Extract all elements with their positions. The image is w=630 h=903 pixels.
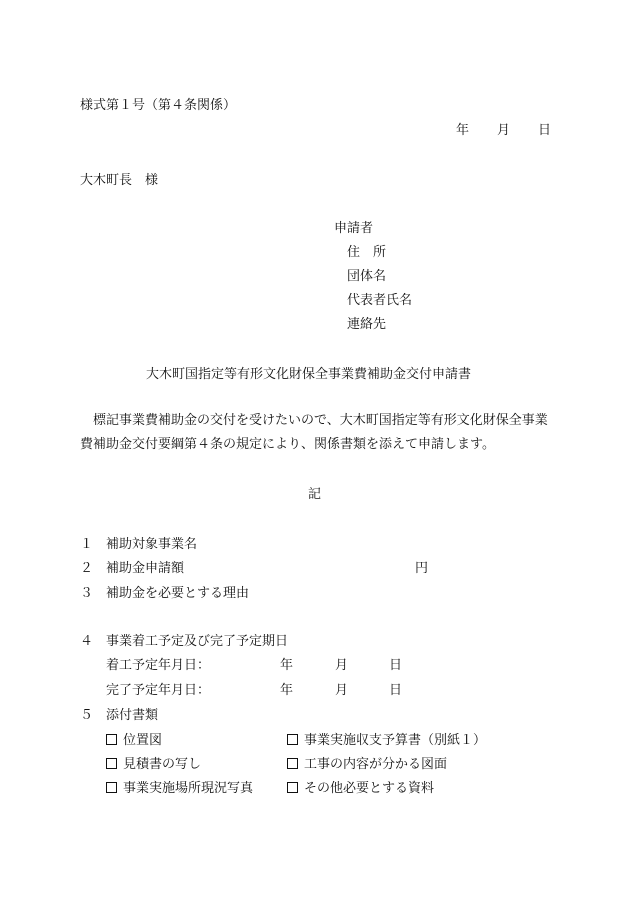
completion-month-label: 月 bbox=[335, 683, 349, 698]
checkbox-icon bbox=[287, 734, 298, 745]
item-number: ２ bbox=[80, 561, 94, 576]
applicant-contact-label: 連絡先 bbox=[347, 317, 387, 332]
applicant-representative-label: 代表者氏名 bbox=[347, 293, 413, 308]
form-number: 様式第１号（第４条関係） bbox=[80, 98, 237, 113]
attachment-label: 見積書の写し bbox=[123, 757, 202, 772]
attachment-label: 位置図 bbox=[123, 733, 163, 748]
completion-day-label: 日 bbox=[389, 683, 403, 698]
attachment-label: 事業実施収支予算書（別紙１） bbox=[304, 733, 487, 748]
attachment-checkbox-budget[interactable] bbox=[287, 734, 486, 747]
checkbox-icon bbox=[106, 758, 117, 769]
checkbox-icon bbox=[287, 782, 298, 793]
applicant-label: 申請者 bbox=[334, 221, 374, 236]
item-label: 補助対象事業名 bbox=[106, 537, 198, 552]
completion-year-label: 年 bbox=[280, 683, 294, 698]
attachment-label: 工事の内容が分かる図面 bbox=[304, 757, 448, 772]
item-number: ５ bbox=[80, 708, 94, 723]
document-title: 大木町国指定等有形文化財保全事業費補助金交付申請書 bbox=[146, 367, 472, 382]
attachment-checkbox-construction-drawings[interactable] bbox=[287, 758, 447, 771]
start-year-label: 年 bbox=[280, 658, 294, 673]
completion-date-label: 完了予定年月日： bbox=[106, 683, 211, 698]
date-year-label: 年 bbox=[456, 123, 470, 138]
item-label: 補助金を必要とする理由 bbox=[106, 586, 250, 601]
item-number: １ bbox=[80, 537, 94, 552]
attachment-checkbox-site-photos[interactable] bbox=[106, 782, 253, 795]
item-label: 事業着工予定及び完了予定期日 bbox=[106, 634, 289, 649]
start-date-label: 着工予定年月日： bbox=[106, 658, 211, 673]
yen-unit: 円 bbox=[415, 561, 429, 576]
item-number: ３ bbox=[80, 586, 94, 601]
application-statement: 標記事業費補助金の交付を受けたいので、大木町国指定等有形文化財保全事業費補助金交付要綱第４条の規定により、関係書類を添えて申請します。 bbox=[80, 413, 548, 452]
addressee: 大木町長 様 bbox=[80, 173, 159, 188]
applicant-address-label: 住 所 bbox=[347, 245, 387, 260]
start-month-label: 月 bbox=[335, 658, 349, 673]
date-day-label: 日 bbox=[538, 123, 552, 138]
item-label: 添付書類 bbox=[106, 708, 159, 723]
attachment-label: 事業実施場所現況写真 bbox=[123, 781, 254, 796]
checkbox-icon bbox=[106, 734, 117, 745]
date-month-label: 月 bbox=[497, 123, 511, 138]
attachment-checkbox-location-map[interactable] bbox=[106, 734, 162, 747]
checkbox-icon bbox=[106, 782, 117, 793]
applicant-organization-label: 団体名 bbox=[347, 269, 387, 284]
item-label: 補助金申請額 bbox=[106, 561, 185, 576]
start-day-label: 日 bbox=[389, 658, 403, 673]
attachment-checkbox-estimate-copy[interactable] bbox=[106, 758, 201, 771]
ki-heading: 記 bbox=[308, 487, 322, 502]
item-number: ４ bbox=[80, 634, 94, 649]
attachment-label: その他必要とする資料 bbox=[304, 781, 435, 796]
attachment-checkbox-other-documents[interactable] bbox=[287, 782, 434, 795]
checkbox-icon bbox=[287, 758, 298, 769]
